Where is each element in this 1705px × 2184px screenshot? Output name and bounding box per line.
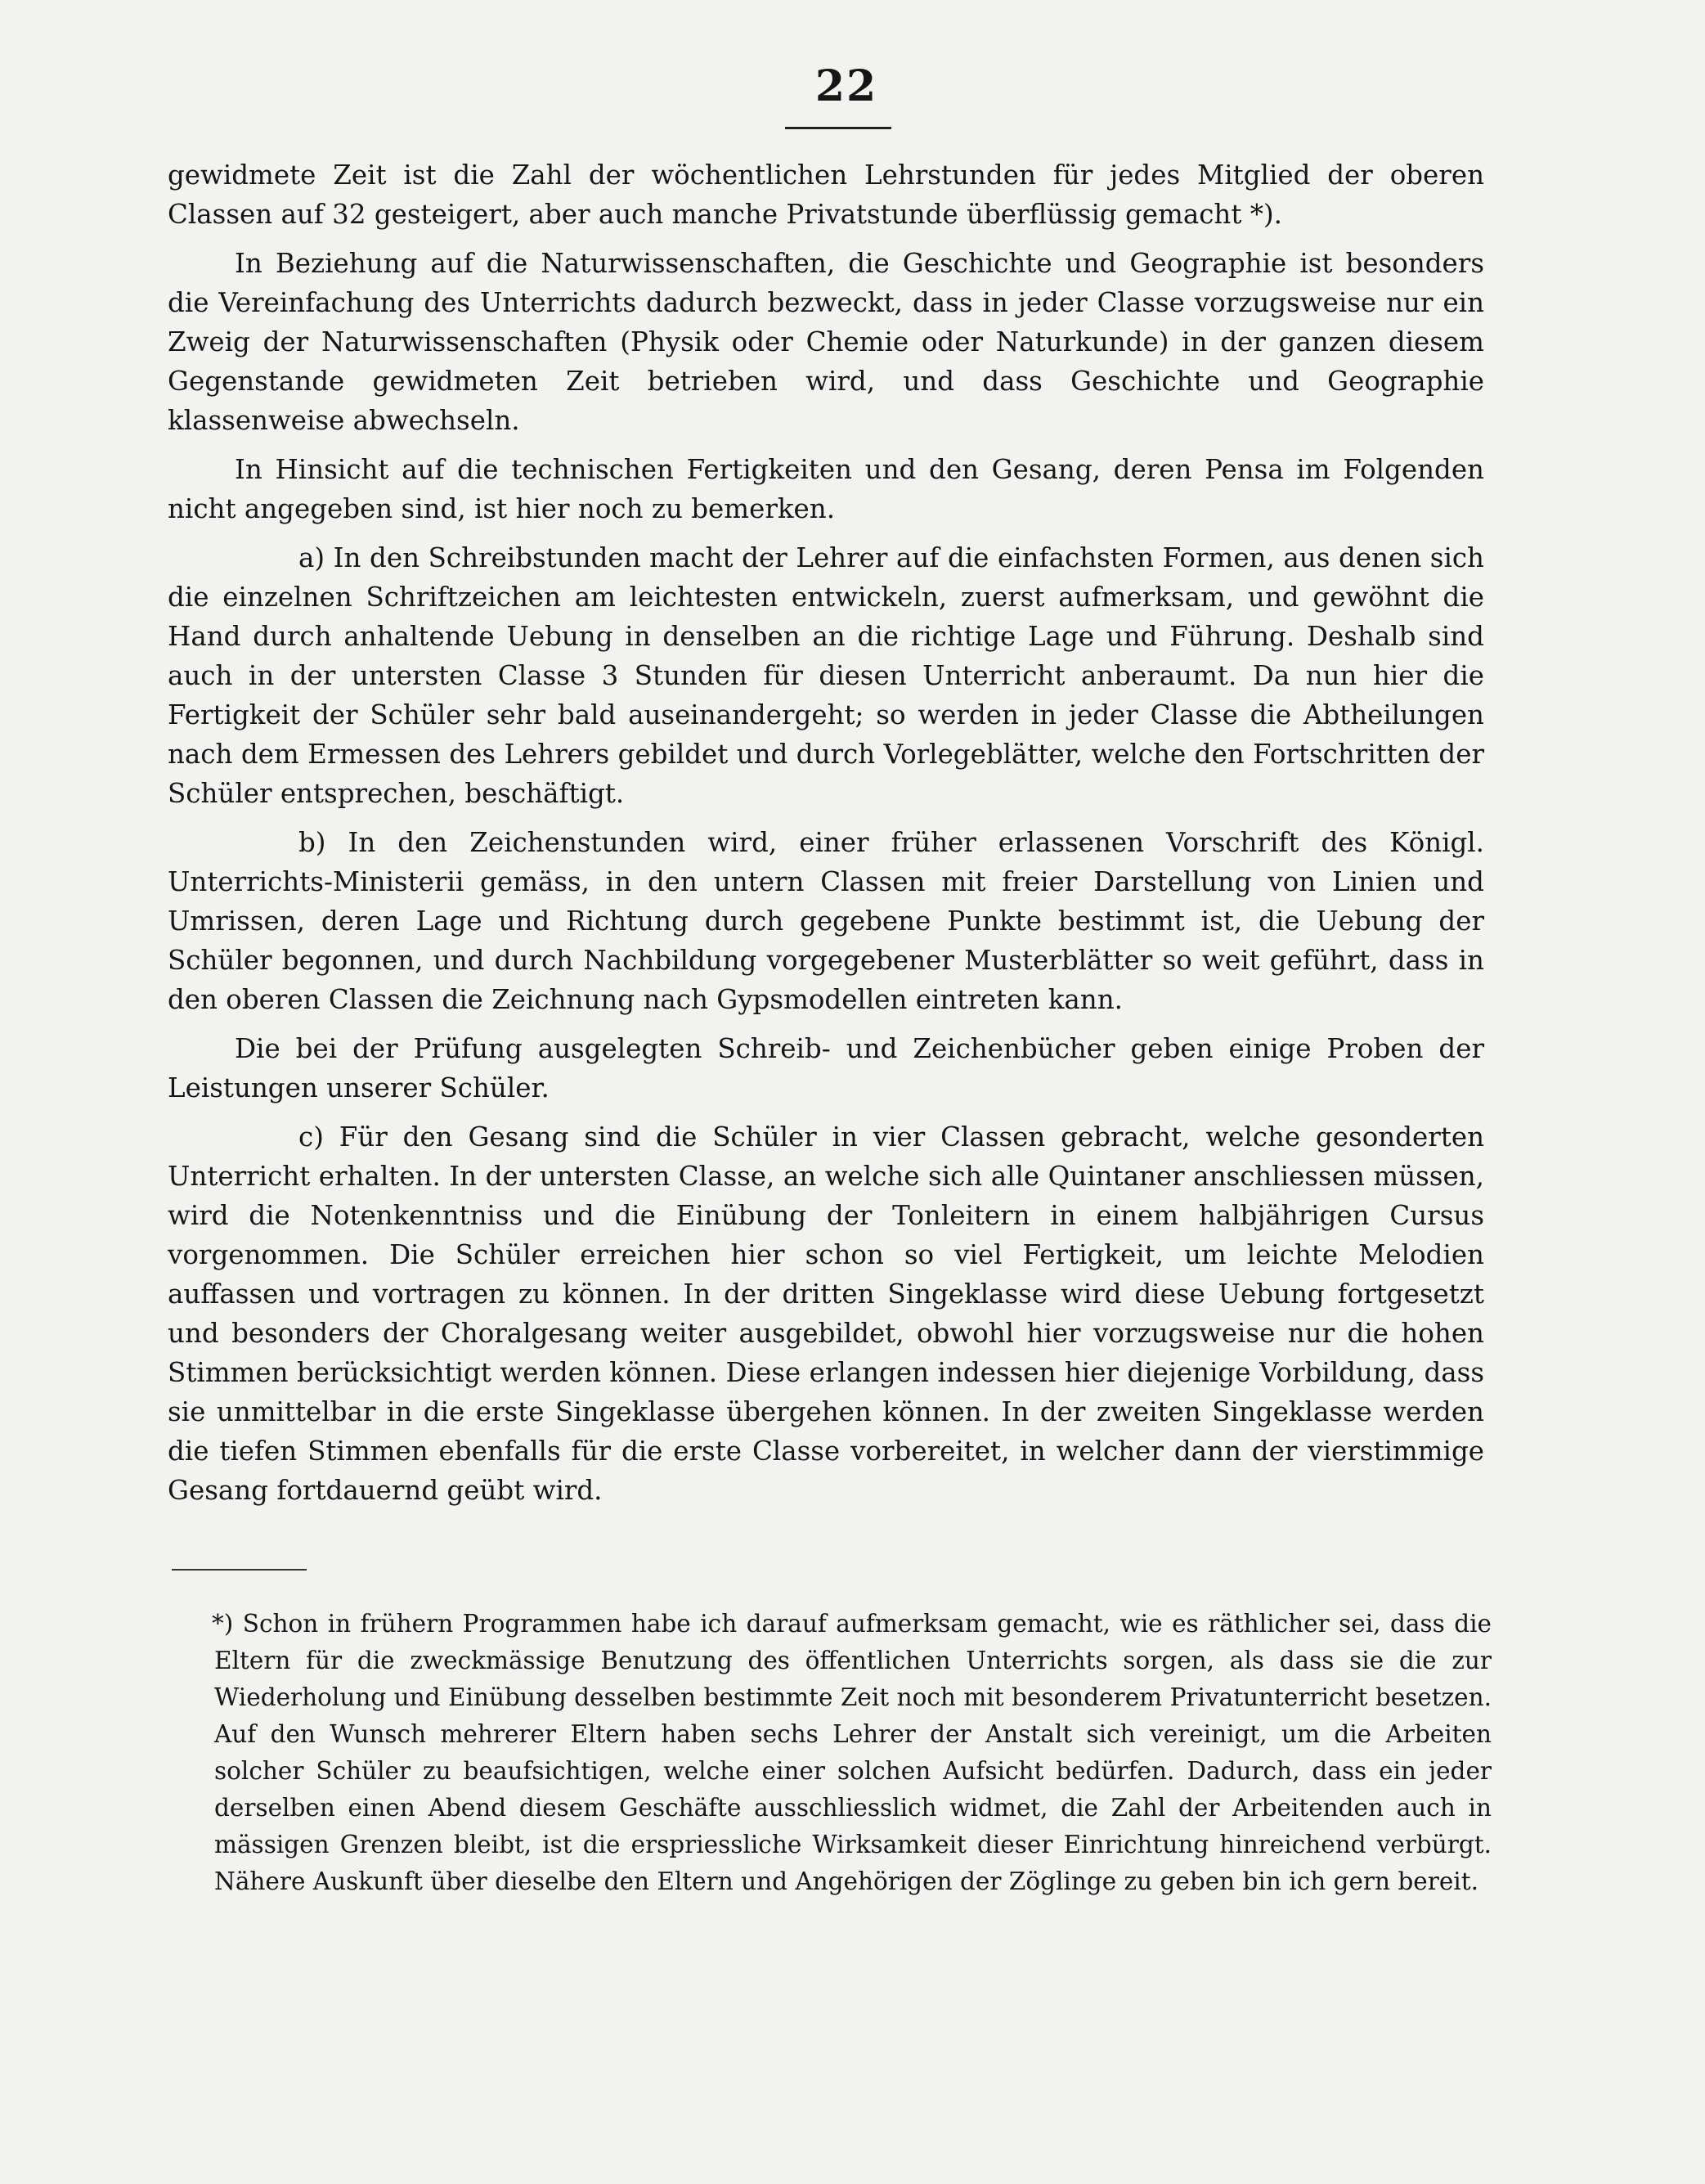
footnote-separator bbox=[172, 1569, 307, 1571]
paragraph-drawing-lessons: b) In den Zeichenstunden wird, einer früher erlassenen Vorschrift des Königl. Unterrichts-Ministerii gemäss, in den untern Classen mit freier Darstellung von Linien und Umrissen, deren Lage und Richtung durch gegebene Punkte bestimmt ist, die Uebung der Schüler begonnen, und durch Nachbildung vorgegebener Musterblätter so weit geführt, dass in den oberen Classen die Zeichnung nach Gypsmodellen eintreten kann. bbox=[168, 827, 1484, 1015]
paragraph-exam-books: Die bei der Prüfung ausgelegten Schreib- und Zeichenbücher geben einige Proben der Leistungen unserer Schüler. bbox=[168, 1033, 1484, 1103]
footnote-text: Schon in frühern Programmen habe ich darauf aufmerksam gemacht, wie es räthlicher sei, dass die Eltern für die zweckmässige Benutzung des öffentlichen Unterrichts sorgen, als dass sie die zur Wiederholung und Einübung desselben bestimmte Zeit noch mit besonderem Privatunterricht besetzen. Auf den Wunsch mehrerer Eltern haben sechs Lehrer der Anstalt sich vereinigt, um die Arbeiten solcher Schüler zu beaufsichtigen, welche einer solchen Aufsicht bedürfen. Dadurch, dass ein jeder derselben einen Abend diesem Geschäfte ausschliesslich widmet, die Zahl der Arbeitenden auch in mässigen Grenzen bleibt, ist die erspriessliche Wirksamkeit dieser Einrichtung hinreichend verbürgt. Nähere Auskunft über dieselbe den Eltern und Angehörigen der Zöglinge zu geben bin ich gern bereit. bbox=[214, 1610, 1492, 1895]
paragraph-natural-sciences: In Beziehung auf die Naturwissenschaften, die Geschichte und Geographie ist besonders die Vereinfachung des Unterrichts dadurch bezweckt, dass in jeder Classe vorzugsweise nur ein Zweig der Naturwissenschaften (Physik oder Chemie oder Naturkunde) in der ganzen diesem Gegenstande gewidmeten Zeit betrieben wird, und dass Geschichte und Geographie klassenweise abwechseln. bbox=[168, 248, 1484, 436]
paragraph-writing-lessons: a) In den Schreibstunden macht der Lehrer auf die einfachsten Formen, aus denen sich die einzelnen Schriftzeichen am leichtesten entwickeln, zuerst aufmerksam, und gewöhnt die Hand durch anhaltende Uebung in denselben an die richtige Lage und Führung. Deshalb sind auch in der untersten Classe 3 Stunden für diesen Unterricht anberaumt. Da nun hier die Fertigkeit der Schüler sehr bald auseinandergeht; so werden in jeder Classe die Abtheilungen nach dem Ermessen des Lehrers gebildet und durch Vorlegeblätter, welche den Fortschritten der Schüler entsprechen, beschäftigt. bbox=[168, 542, 1484, 809]
page-number: 22 bbox=[814, 61, 878, 111]
paragraph-singing-lessons: c) Für den Gesang sind die Schüler in vier Classen gebracht, welche gesonderten Unterricht erhalten. In der untersten Classe, an welche sich alle Quintaner anschliessen müssen, wird die Notenkenntniss und die Einübung der Tonleitern in einem halbjährigen Cursus vorgenommen. Die Schüler erreichen hier schon so viel Fertigkeit, um leichte Melodien auffassen und vortragen zu können. In der dritten Singeklasse wird diese Uebung fortgesetzt und besonders der Choralgesang weiter ausgebildet, obwohl hier vorzugsweise nur die hohen Stimmen berücksichtigt werden können. Diese erlangen indessen hier diejenige Vorbildung, dass sie unmittelbar in die erste Singeklasse übergehen können. In der zweiten Singeklasse werden die tiefen Stimmen ebenfalls für die erste Classe vorbereitet, in welcher dann der vierstimmige Gesang fortdauernd geübt wird. bbox=[168, 1121, 1484, 1506]
footnote-marker: *) bbox=[212, 1610, 234, 1638]
body-text bbox=[168, 155, 1484, 1510]
page-number-underline bbox=[785, 127, 891, 129]
paragraph-continuation: gewidmete Zeit ist die Zahl der wöchentlichen Lehrstunden für jedes Mitglied der oberen Classen auf 32 gesteigert, aber auch manche Privatstunde überflüssig gemacht *). bbox=[168, 160, 1484, 230]
paragraph-technical-skills: In Hinsicht auf die technischen Fertigkeiten und den Gesang, deren Pensa im Folgenden nicht angegeben sind, ist hier noch zu bemerken. bbox=[168, 454, 1484, 524]
footnote bbox=[214, 1606, 1492, 1900]
